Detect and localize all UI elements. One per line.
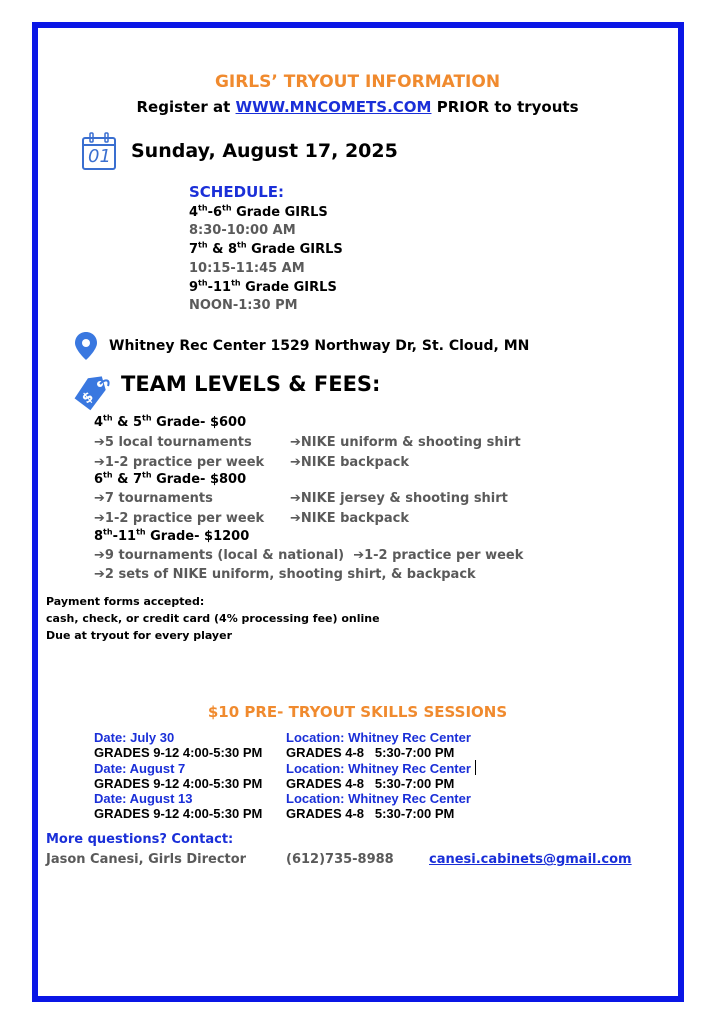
- calendar-icon-number: 01: [88, 146, 111, 167]
- session-3-location: Location: Whitney Rec Center: [286, 791, 471, 806]
- session-2-date: Date: August 7: [94, 761, 186, 776]
- payment-line-2: cash, check, or credit card (4% processing fee) online: [46, 612, 380, 625]
- level-1-item-3: ➔1-2 practice per week: [94, 455, 265, 470]
- level-3-title: 8th-11th Grade- $1200: [94, 527, 250, 544]
- schedule-group-2: 7th & 8th Grade GIRLS: [189, 240, 343, 257]
- contact-name: Jason Canesi, Girls Director: [46, 852, 247, 867]
- payment-line-3: Due at tryout for every player: [46, 629, 232, 642]
- register-link[interactable]: WWW.MNCOMETS.COM: [235, 98, 432, 116]
- sessions-heading: $10 PRE- TRYOUT SKILLS SESSIONS: [207, 703, 508, 721]
- calendar-icon: [80, 132, 118, 172]
- level-2-item-4: ➔NIKE backpack: [290, 511, 409, 526]
- contact-phone: (612)735-8988: [286, 852, 394, 867]
- level-2-title: 6th & 7th Grade- $800: [94, 470, 247, 487]
- schedule-time-3: NOON-1:30 PM: [189, 298, 298, 313]
- level-3-item-1: ➔9 tournaments (local & national) ➔1-2 practice per week: [94, 548, 524, 563]
- fees-heading: TEAM LEVELS & FEES:: [121, 372, 381, 396]
- session-2-left: GRADES 9-12 4:00-5:30 PM: [94, 776, 263, 791]
- payment-line-1: Payment forms accepted:: [46, 595, 205, 608]
- session-2-location: Location: Whitney Rec Center: [286, 761, 471, 776]
- session-3-left: GRADES 9-12 4:00-5:30 PM: [94, 806, 263, 821]
- register-line: [0, 98, 715, 116]
- session-3-date: Date: August 13: [94, 791, 193, 806]
- session-1-left: GRADES 9-12 4:00-5:30 PM: [94, 745, 263, 760]
- text-cursor: [475, 760, 476, 775]
- schedule-heading: SCHEDULE:: [189, 183, 285, 201]
- session-2-right: GRADES 4-8 5:30-7:00 PM: [286, 776, 455, 791]
- level-1-item-1: ➔5 local tournaments: [94, 435, 252, 450]
- level-1-item-4: ➔NIKE backpack: [290, 455, 409, 470]
- schedule-group-3: 9th-11th Grade GIRLS: [189, 278, 337, 295]
- schedule-group-1: 4th-6th Grade GIRLS: [189, 203, 328, 220]
- level-2-item-3: ➔1-2 practice per week: [94, 511, 265, 526]
- session-1-right: GRADES 4-8 5:30-7:00 PM: [286, 745, 455, 760]
- contact-email-link[interactable]: canesi.cabinets@gmail.com: [429, 852, 632, 867]
- price-tag-icon: [70, 372, 112, 418]
- location-text: Whitney Rec Center 1529 Northway Dr, St. Cloud, MN: [109, 338, 530, 354]
- tryout-date: Sunday, August 17, 2025: [131, 140, 398, 162]
- schedule-time-1: 8:30-10:00 AM: [189, 223, 296, 238]
- session-1-location: Location: Whitney Rec Center: [286, 730, 471, 745]
- session-3-right: GRADES 4-8 5:30-7:00 PM: [286, 806, 455, 821]
- register-prefix: Register at: [136, 98, 231, 116]
- svg-text:$: $: [79, 388, 97, 408]
- register-suffix: PRIOR to tryouts: [436, 98, 579, 116]
- page-title: GIRLS’ TRYOUT INFORMATION: [214, 72, 501, 92]
- level-1-title: 4th & 5th Grade- $600: [94, 413, 247, 430]
- level-1-item-2: ➔NIKE uniform & shooting shirt: [290, 435, 521, 450]
- schedule-time-2: 10:15-11:45 AM: [189, 261, 305, 276]
- session-1-date: Date: July 30: [94, 730, 175, 745]
- level-2-item-2: ➔NIKE jersey & shooting shirt: [290, 491, 508, 506]
- location-pin-icon: [74, 331, 98, 365]
- level-2-item-1: ➔7 tournaments: [94, 491, 213, 506]
- level-3-item-2: ➔2 sets of NIKE uniform, shooting shirt, & backpack: [94, 567, 476, 582]
- contact-heading: More questions? Contact:: [46, 832, 234, 847]
